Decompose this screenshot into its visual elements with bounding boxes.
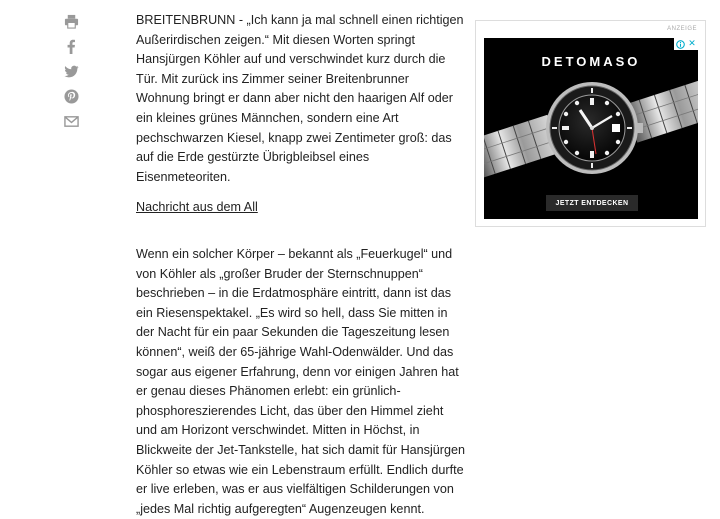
article-paragraph-body: Wenn ein solcher Körper – bekannt als „Feuerkugel“ und von Köhler als „großer Bruder der Sternschnuppen“ beschrieben – in die Erdatmosphäre eintritt, dann ist das ein Riesenspektakel. „Es wird so hell, dass Sie mitten in der Nacht für ein paar Sekunden die Tageszeitung lesen können“, weiß der 65-jährige Wahl-Odenwälder. Und das sogar aus eigener Erfahrung, denn vor einigen Jahren hat er genau dieses Phänomen erlebt: ein grünlich-phosphoreszierendes Licht, das über den Himmel zieht und am Horizont verschwindet. Mitten in Höchst, in Blickweite der Jet-Tankstelle, hat sich damit für Hansjürgen Köhler so etwas wie ein Lebenstraum erfüllt. Endlich durfte er live erleben, was er aus vielfältigen Schilderungen von „jedes Mal richtig aufgeregten“ Augenzeugen kennt.	[136, 247, 465, 516]
ad-close-icon[interactable]: ✕	[688, 39, 696, 49]
print-button[interactable]	[60, 10, 82, 32]
article-paragraph-intro: BREITENBRUNN - „Ich kann ja mal schnell einen richtigen Außerirdischen zeigen.“ Mit diesen Worten springt Hansjürgen Köhler auf und verschwindet kurz durch die Tür. Mit zurück ins Zimmer seiner Breitenbrunner Wohnung bringt er dann aber nicht den haarigen Alf oder ein kleines grünes Männchen, sondern eine Art pechschwarzen Kiesel, knapp zwei Zentimeter groß: das auf die Erde gestürzte Übrigbleibsel eines Eisenmeteoriten.	[136, 13, 464, 184]
facebook-icon	[64, 39, 79, 54]
advertisement	[475, 20, 706, 227]
article-body	[136, 11, 466, 187]
watch-image	[484, 68, 698, 193]
print-icon	[64, 14, 79, 29]
ad-creative[interactable]	[484, 38, 698, 219]
article-subheading-link[interactable]: Nachricht aus dem All	[136, 200, 258, 214]
twitter-icon	[64, 64, 79, 79]
pinterest-icon	[64, 89, 79, 104]
share-bar	[60, 10, 82, 135]
twitter-share-button[interactable]	[60, 60, 82, 82]
facebook-share-button[interactable]	[60, 35, 82, 57]
ad-cta-button[interactable]: JETZT ENTDECKEN	[546, 195, 638, 211]
ad-brand-logo: DETOMASO	[541, 54, 641, 69]
adchoices-icon	[674, 38, 686, 50]
email-share-button[interactable]	[60, 110, 82, 132]
adchoices-badge[interactable]	[674, 38, 698, 50]
ad-label: ANZEIGE	[667, 26, 697, 32]
pinterest-share-button[interactable]	[60, 85, 82, 107]
email-icon	[64, 114, 79, 129]
